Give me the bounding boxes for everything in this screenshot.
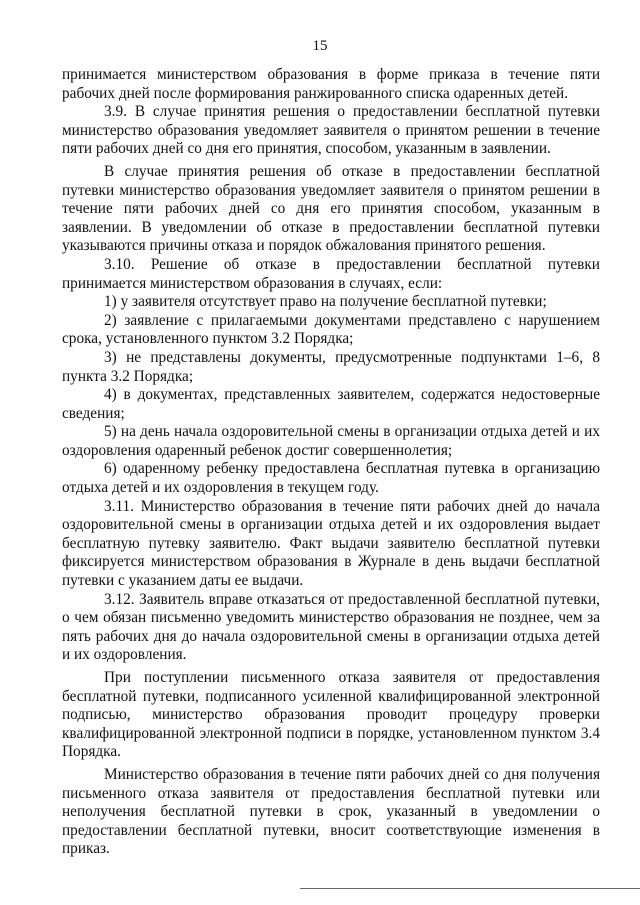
paragraph: принимается министерством образования в форме приказа в течение пяти рабочих дней после формирования ранжированного списка одаренных детей.: [62, 66, 600, 102]
list-item: 1) у заявителя отсутствует право на получение бесплатной путевки;: [104, 293, 547, 311]
paragraph: При поступлении письменного отказа заявителя от предоставления бесплатной путевки, подписанного усиленной квалифицированной электронной подписью, министерство образования проводит процедуру проверки квалифицированной электронной подписи в порядке, установленном пунктом 3.4 Порядка.: [62, 669, 600, 761]
page-number: 15: [312, 38, 328, 54]
paragraph: Министерство образования в течение пяти рабочих дней со дня получения письменного отказа заявителя от предоставления бесплатной путевки или неполучения бесплатной путевки в срок, указанный в уведомлении о предоставлении бесплатной путевки, вносит соответствующие изменения в приказ.: [62, 765, 600, 858]
list-item: 2) заявление с прилагаемыми документами представлено с нарушением срока, установленного пунктом 3.2 Порядка;: [62, 311, 600, 348]
list-item: 6) одаренному ребенку предоставлена бесплатная путевка в организацию отдыха детей и их оздоровления в текущем году.: [62, 460, 600, 497]
list-item: 3) не представлены документы, предусмотренные подпунктами 1–6, 8 пункта 3.2 Порядка;: [62, 348, 600, 385]
list-item: 5) на день начала оздоровительной смены в организации отдыха детей и их оздоровления одаренный ребенок достиг совершеннолетия;: [62, 423, 600, 459]
paragraph: 3.9. В случае принятия решения о предоставлении бесплатной путевки министерство образования уведомляет заявителя о принятом решении в течение пяти рабочих дней со дня его принятия, способом, указанным в заявлении.: [62, 103, 600, 158]
paragraph: В случае принятия решения об отказе в предоставлении бесплатной путевки министерство образования уведомляет заявителя о принятом решении в течение пяти рабочих дней со дня его принятия способом, указанным в заявлении. В уведомлении об отказе в предоставлении бесплатной путевки указываются причины отказа и порядок обжалования принятого решения.: [62, 162, 600, 255]
list-item: 4) в документах, представленных заявителем, содержатся недостоверные сведения;: [62, 386, 600, 422]
paragraph: 3.11. Министерство образования в течение пяти рабочих дней до начала оздоровительной смены в организации отдыха детей и их оздоровления выдает бесплатную путевку заявителю. Факт выдачи заявителю бесплатной путевки фиксируется министерством образования в Журнале в день выдачи бесплатной путевки с указанием даты ее выдачи.: [62, 497, 600, 590]
document-body: [62, 66, 600, 859]
paragraph: 3.10. Решение об отказе в предоставлении бесплатной путевки принимается министерством образования в случаях, если:: [62, 255, 600, 292]
footer-rule: [300, 888, 640, 889]
paragraph: 3.12. Заявитель вправе отказаться от предоставленной бесплатной путевки, о чем обязан письменно уведомить министерство образования не позднее, чем за пять рабочих дня до начала оздоровительной смены в организации отдыха детей и их оздоровления.: [62, 590, 600, 664]
